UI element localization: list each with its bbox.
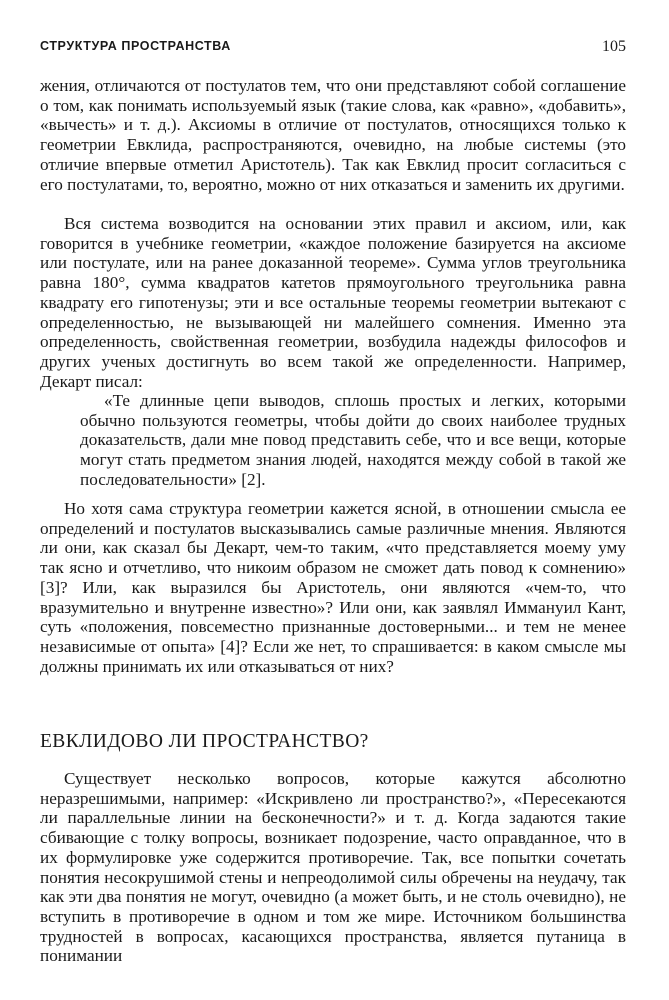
running-title: СТРУКТУРА ПРОСТРАНСТВА xyxy=(40,39,231,53)
paragraph-system-of-axioms: Вся система возводится на основании этих правил и аксиом, или, как говорится в учебнике геометрии, «каждое положение базируется на аксиоме или постулате, или на ранее доказанной теореме». Сумма углов треугольника равна 180°, сумма квадратов катетов прямоугольного треугольника равна квадрату его гипотенузы; эти и все остальные теоремы геометрии вытекают с определенностью, не вызывающей ни малейшего сомнения. Именно эта определенность, свойственная геометрии, возбудила надежды философов и других ученых достигнуть во всем такой же определенности. Например, Декарт писал: xyxy=(40,214,626,391)
page-number: 105 xyxy=(602,38,626,55)
book-page xyxy=(40,0,626,1000)
running-header xyxy=(40,39,626,59)
section-heading: ЕВКЛИДОВО ЛИ ПРОСТРАНСТВО? xyxy=(40,731,369,752)
paragraph-structure-of-geometry: Но хотя сама структура геометрии кажется ясной, в отношении смысла ее определений и постулатов высказывались самые различные мнения. Являются ли они, как сказал бы Декарт, чем-то таким, «что представляется моему уму так ясно и отчетливо, что никоим образом не сможет дать повод к сомнению» [3]? Или, как выразился бы Аристотель, они являются «чем-то, что вразумительно и внутренне известно»? Или они, как заявлял Иммануил Кант, суть «положения, повсеместно признанные достоверными... и тем не менее независимые от опыта» [4]? Если же нет, то спрашивается: в каком смысле мы должны принимать их или отказываться от них? xyxy=(40,499,626,676)
paragraph-continuation: жения, отличаются от постулатов тем, что они представляют собой соглашение о том, как понимать используемый язык (такие слова, как «равно», «добавить», «вычесть» и т. д.). Аксиомы в отличие от постулатов, относящихся только к геометрии Евклида, распространяются, очевидно, на любые системы (это отличие впервые отметил Аристотель). Так как Евклид просит согласиться с его постулатами, то, вероятно, можно от них отказаться и заменить их другими. xyxy=(40,76,626,194)
paragraph-unsolvable-questions: Существует несколько вопросов, которые кажутся абсолютно неразрешимыми, например: «Искривлено ли пространство?», «Пересекаются ли параллельные линии на бесконечности?» и т. д. Когда задаются такие сбивающие с толку вопросы, возникает подозрение, часто оправданное, что в их формулировке уже содержится противоречие. Так, все попытки сочетать понятия несокрушимой стены и непреодолимой силы обречены на неудачу, так как эти два понятия не могут, очевидно (а может быть, и не столь очевидно), не вступить в противоречие в одном и том же мире. Источником большинства трудностей в вопросах, касающихся пространства, является путаница в понимании xyxy=(40,769,626,966)
descartes-quote: «Те длинные цепи выводов, сплошь простых и легких, которыми обычно пользуются геометры, чтобы дойти до своих наиболее трудных доказательств, дали мне повод представить себе, что и все вещи, которые могут стать предметом знания людей, находятся между собой в такой же последовательности» [2]. xyxy=(80,391,626,489)
